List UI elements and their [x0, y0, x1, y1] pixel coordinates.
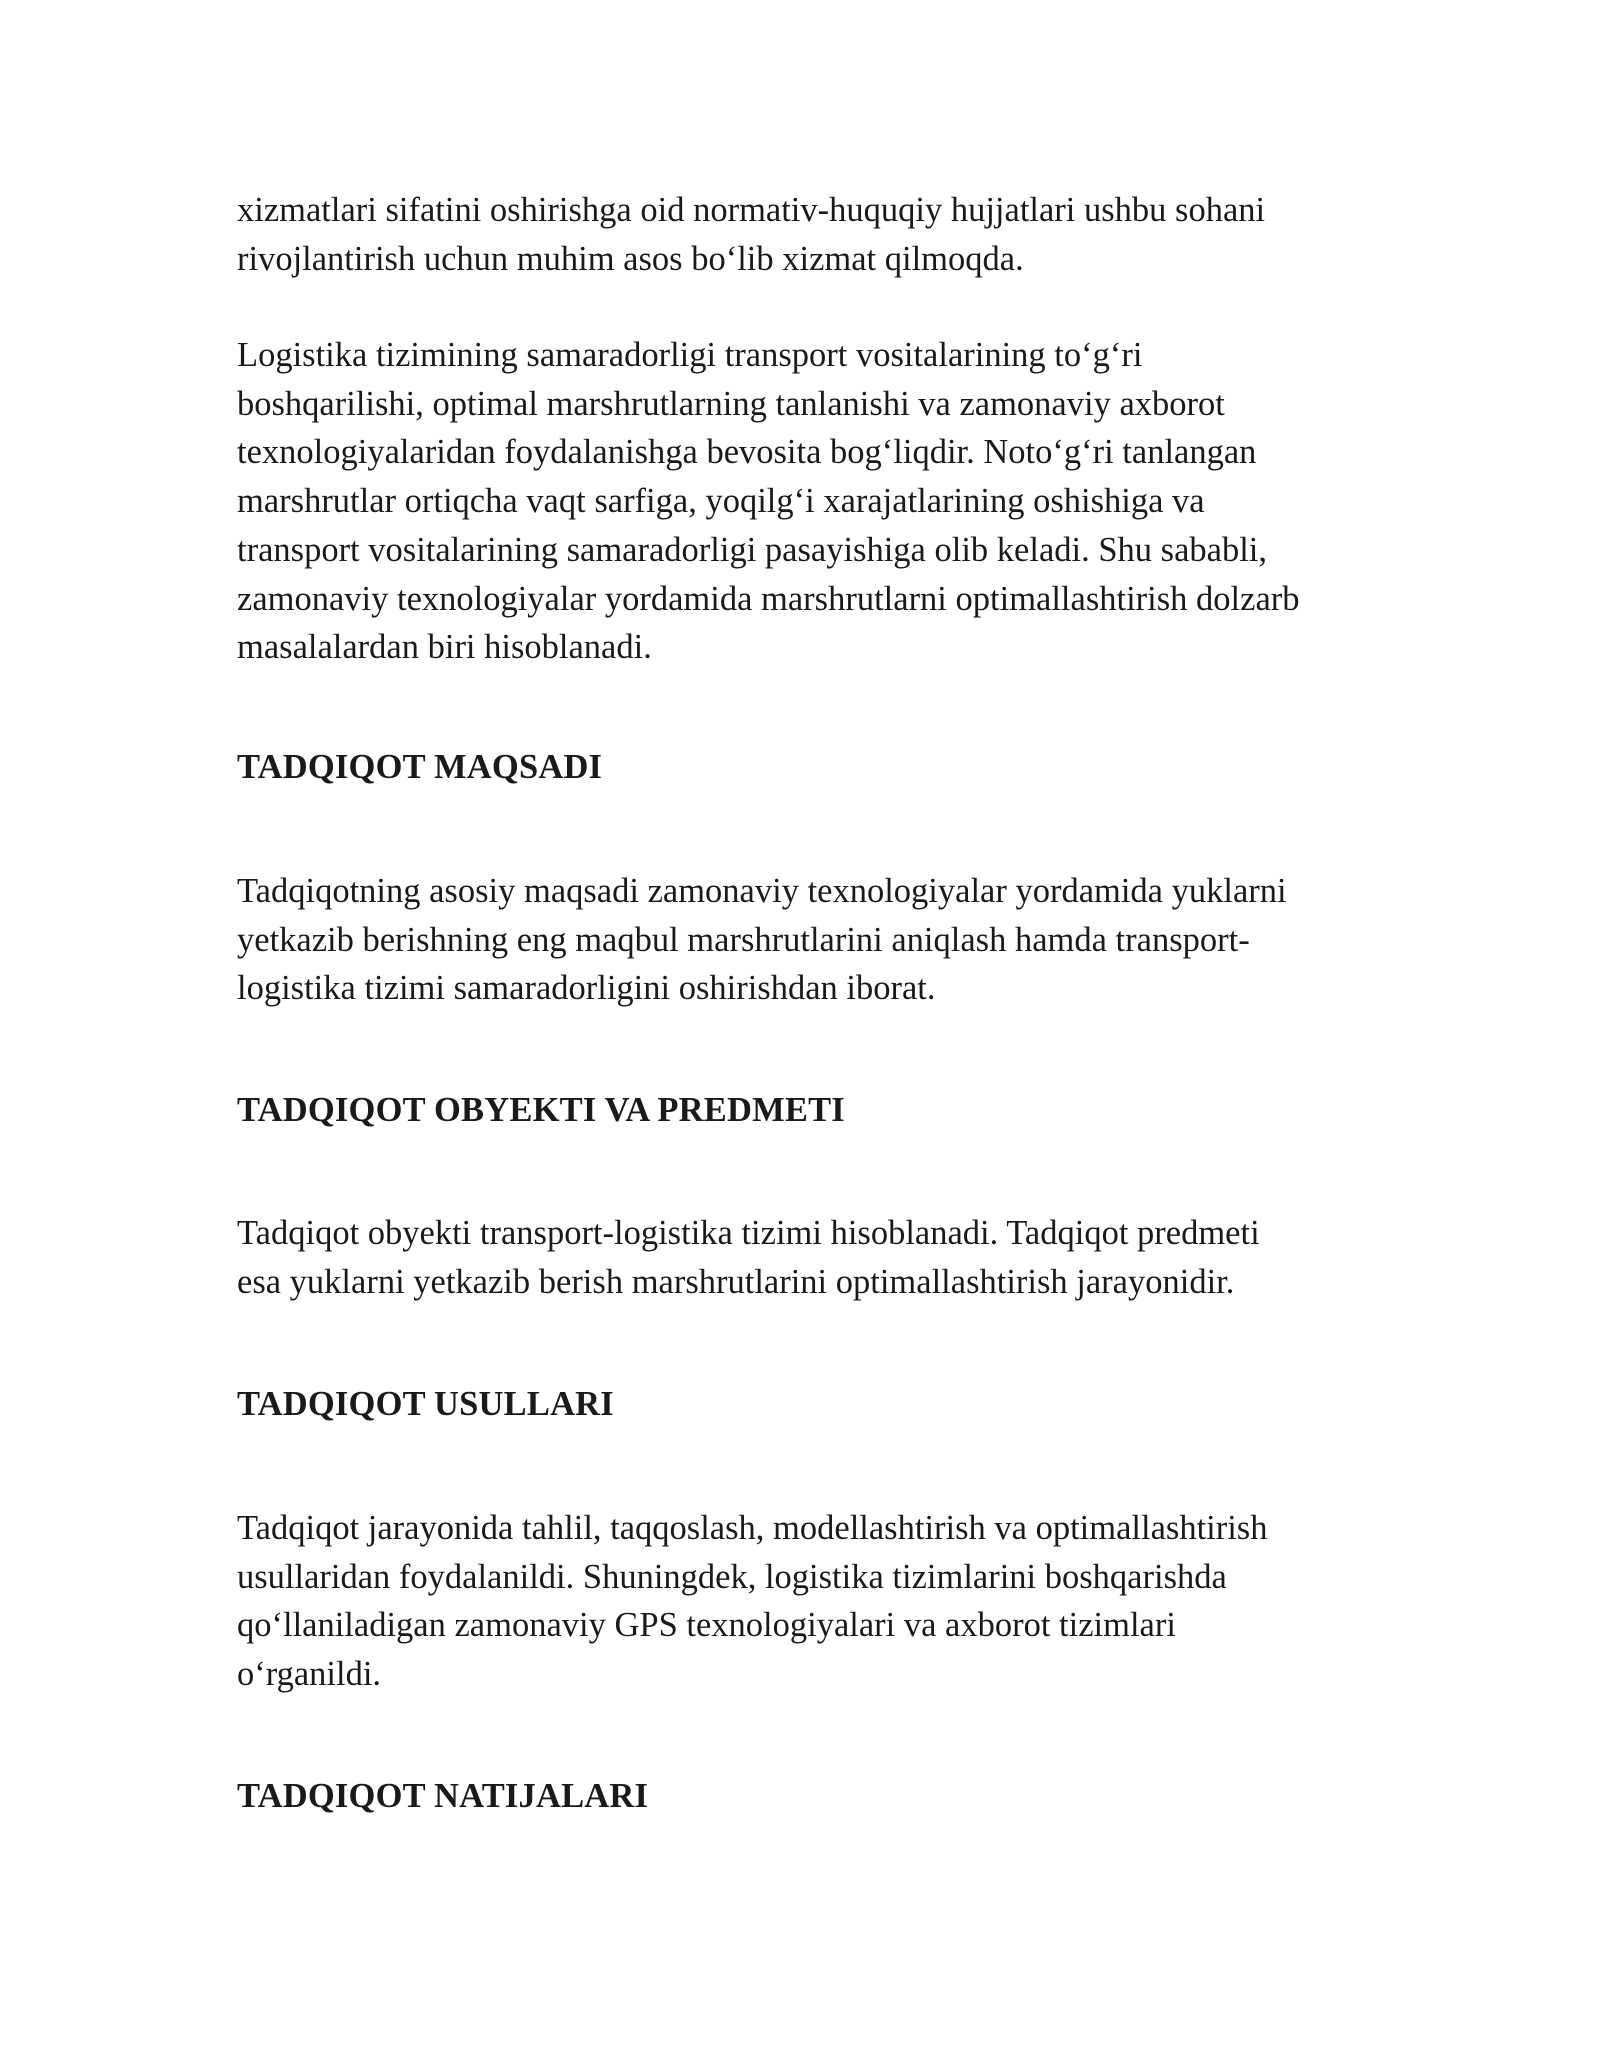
paragraph-line: Tadqiqot obyekti transport-logistika tizimi hisoblanadi. Tadqiqot predmeti [237, 1214, 1260, 1252]
section-heading-aim: TADQIQOT MAQSADI [237, 748, 603, 786]
paragraph-line: esa yuklarni yetkazib berish marshrutlarini optimallashtirish jarayonidir. [237, 1262, 1235, 1301]
paragraph-line: xizmatlari sifatini oshirishga oid normativ-huquqiy hujjatlari ushbu sohani [237, 191, 1266, 229]
paragraph-line: o‘rganildi. [237, 1655, 382, 1694]
paragraph-line: Tadqiqot jarayonida tahlil, taqqoslash, modellashtirish va optimallashtirish [237, 1509, 1268, 1547]
logistics-paragraph [237, 331, 1387, 672]
aim-paragraph [237, 867, 1387, 1013]
section-heading-methods: TADQIQOT USULLARI [237, 1385, 614, 1423]
paragraph-line: yetkazib berishning eng maqbul marshrutlarini aniqlash hamda transport- [237, 920, 1250, 959]
paragraph-line: logistika tizimi samaradorligini oshirishdan iborat. [237, 969, 936, 1008]
paragraph-line: texnologiyalaridan foydalanishga bevosita bog‘liqdir. Noto‘g‘ri tanlangan [237, 433, 1257, 472]
paragraph-line: qo‘llaniladigan zamonaviy GPS texnologiyalari va axborot tizimlari [237, 1606, 1176, 1645]
paragraph-line: Tadqiqotning asosiy maqsadi zamonaviy texnologiyalar yordamida yuklarni [237, 872, 1287, 910]
paragraph-line: marshrutlar ortiqcha vaqt sarfiga, yoqilg‘i xarajatlarining oshishiga va [237, 482, 1205, 521]
methods-paragraph [237, 1504, 1387, 1699]
paragraph-line: Logistika tizimining samaradorligi transport vositalarining to‘g‘ri [237, 336, 1143, 374]
section-heading-object: TADQIQOT OBYEKTI VA PREDMETI [237, 1091, 845, 1129]
paragraph-line: usullaridan foydalanildi. Shuningdek, logistika tizimlarini boshqarishda [237, 1557, 1227, 1596]
section-heading-results: TADQIQOT NATIJALARI [237, 1777, 649, 1815]
paragraph-line: masalalardan biri hisoblanadi. [237, 628, 652, 667]
object-paragraph [237, 1209, 1387, 1306]
paragraph-line: boshqarilishi, optimal marshrutlarning tanlanishi va zamonaviy axborot [237, 384, 1225, 423]
intro-paragraph [237, 186, 1387, 283]
paragraph-line: transport vositalarining samaradorligi pasayishiga olib keladi. Shu sababli, [237, 530, 1267, 569]
paragraph-line: zamonaviy texnologiyalar yordamida marshrutlarni optimallashtirish dolzarb [237, 579, 1300, 618]
paragraph-line: rivojlantirish uchun muhim asos bo‘lib xizmat qilmoqda. [237, 239, 1024, 278]
